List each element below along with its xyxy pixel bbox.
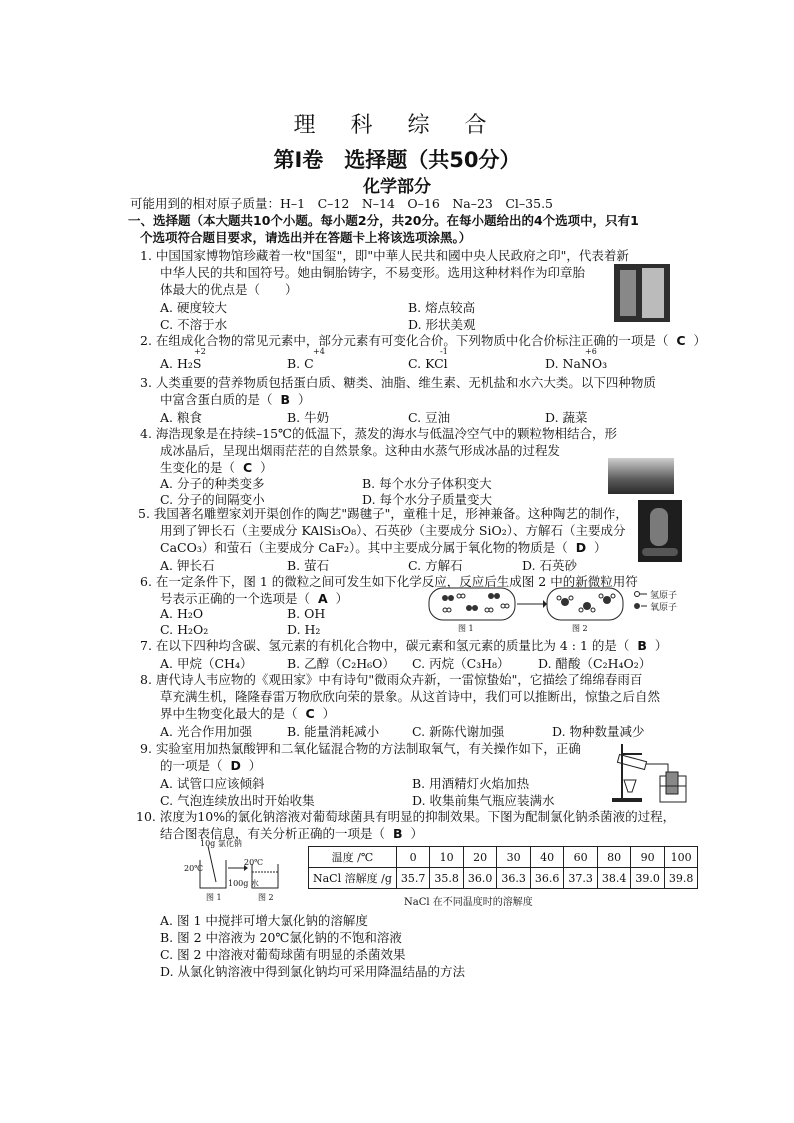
q9-line-2: 的一项是（ D ） (160, 758, 262, 773)
instructions-line-2: 个选项符合题目要求，请选出并在答题卡上将该选项涂黑。） (140, 230, 472, 245)
q4-line-2: 成冰晶后，呈现出烟雨茫茫的自然景象。这种由水蒸气形成冰晶的过程发 (160, 443, 561, 458)
q10-option-d: D. 从氯化钠溶液中得到氯化钠均可采用降温结晶的方法 (160, 964, 466, 979)
table-header-cell: 10 (430, 847, 464, 868)
table-cell: 39.8 (664, 868, 698, 889)
q3-option-a: A. 粮食 (160, 410, 202, 425)
q6-fig2-label: 图 2 (572, 624, 588, 633)
q5-line-1: 5. 我国著名雕塑家刘开渠创作的陶艺"踢毽子"，童稚十足，形神兼备。这种陶艺的制作， (138, 506, 628, 521)
q1-option-a: A. 硬度较大 (160, 300, 227, 315)
q8-option-c: C. 新陈代谢加强 (412, 724, 505, 739)
q2-option-b: B. C +4 (287, 347, 325, 371)
q10-fig-temp2: 20℃ (244, 858, 264, 867)
q3-line-1: 3. 人类重要的营养物质包括蛋白质、糖类、油脂、维生素、无机盐和水六大类。以下四种物质 (140, 375, 656, 390)
q8-option-b: B. 能量消耗减小 (287, 724, 380, 739)
atomic-masses: 可能用到的相对原子质量：H–1 C–12 N–14 O–16 Na–23 Cl–35.5 (130, 196, 554, 211)
page-title: 理 科 综 合 (293, 113, 501, 138)
part-title: 第Ⅰ卷 选择题（共50分） (273, 148, 521, 172)
q1-line-1: 1. 中国国家博物馆珍藏着一枚"国玺"，即"中華人民共和國中央人民政府之印"，代表着新 (140, 248, 629, 263)
q6-option-a: A. H₂O (160, 606, 204, 621)
q7-option-d: D. 醋酸（C₂H₄O₂） (538, 656, 652, 671)
q4-option-c: C. 分子的间隔变小 (160, 492, 265, 507)
section-title: 化学部分 (363, 177, 431, 197)
oxygen-apparatus-diagram (608, 740, 692, 806)
q3-line-2: 中富含蛋白质的是（ B ） (160, 392, 311, 407)
legend-hydrogen: 氢原子 (650, 591, 678, 601)
sea-fog-photo (608, 458, 674, 494)
q6-answer: A (317, 591, 328, 606)
q2-answer: C (676, 333, 686, 348)
q7-line-1: 7. 在以下四种均含碳、氢元素的有机化合物中，碳元素和氢元素的质量比为 4 : 1 的是（ B ） (140, 638, 668, 653)
q4-option-a: A. 分子的种类变多 (160, 476, 265, 491)
table-row (309, 847, 698, 868)
q10-option-c: C. 图 2 中溶液对葡萄球菌有明显的杀菌效果 (160, 947, 406, 962)
q10-fig-temp1: 20℃ (184, 864, 204, 873)
q9-line-1: 9. 实验室用加热氯酸钾和二氧化锰混合物的方法制取氧气，有关操作如下，正确 (140, 741, 581, 756)
q8-option-a: A. 光合作用加强 (160, 724, 252, 739)
table-header-cell: 40 (530, 847, 564, 868)
table-cell: 36.6 (530, 868, 564, 889)
table-cell: 35.8 (430, 868, 464, 889)
q7-option-a: A. 甲烷（CH₄） (160, 656, 253, 671)
q4-line-3: 生变化的是（ C ） (160, 460, 273, 475)
q4-answer: C (242, 460, 253, 475)
q2-option-a: A. H₂S +2 (160, 347, 206, 371)
q8-answer: C (305, 706, 315, 721)
q3-option-d: D. 蔬菜 (545, 410, 588, 425)
q7-answer: B (637, 638, 647, 653)
q3-option-c: C. 豆油 (408, 410, 451, 425)
q1-line-3: 体最大的优点是（ ） (160, 282, 298, 297)
sculpture-photo (638, 500, 682, 562)
q2-option-c: C. KCl -1 (408, 347, 448, 371)
q2-option-d: D. NaNO₃ +6 (545, 347, 608, 371)
q9-option-d: D. 收集前集气瓶应装满水 (412, 793, 555, 808)
table-cell: 37.3 (564, 868, 598, 889)
q5-option-b: B. 萤石 (287, 558, 330, 573)
q8-line-1: 8. 唐代诗人韦应物的《观田家》中有诗句"微雨众卉新，一雷惊蛰始"，它描绘了绵绵春雨百 (140, 672, 643, 687)
table-cell: NaCl 溶解度 /g (309, 868, 397, 889)
q10-fig1-label: 图 1 (206, 893, 222, 902)
q9-option-b: B. 用酒精灯火焰加热 (412, 776, 530, 791)
legend-oxygen: 氧原子 (650, 603, 678, 613)
q7-option-b: B. 乙醇（C₂H₆O） (287, 656, 395, 671)
q6-fig1-label: 图 1 (458, 624, 474, 633)
q5-option-a: A. 钾长石 (160, 558, 215, 573)
q8-line-3: 界中生物变化最大的是（ C ） (160, 706, 336, 721)
table-caption: NaCl 在不同温度时的溶解度 (404, 897, 533, 908)
table-header-cell: 30 (497, 847, 531, 868)
table-header-cell: 20 (463, 847, 497, 868)
seal-photo (614, 264, 670, 322)
q6-line-2: 号表示正确的一个选项是（ A ） (160, 591, 349, 606)
q6-option-b: B. OH (287, 606, 326, 621)
q10-answer: B (392, 826, 403, 841)
instructions-line-1: 一、选择题（本大题共10个小题。每小题2分，共20分。在每小题给出的4个选项中，只有1 (128, 213, 639, 228)
table-cell: 36.3 (497, 868, 531, 889)
q3-option-b: B. 牛奶 (287, 410, 330, 425)
q3-answer: B (280, 392, 290, 407)
table-header-cell: 温度 /℃ (309, 847, 397, 868)
table-row (309, 868, 698, 889)
q10-fig2-label: 图 2 (258, 893, 274, 902)
q1-line-2: 中华人民的共和国符号。她由铜胎铸字，不易变形。选用这种材料作为印章胎 (160, 265, 586, 280)
q6-option-c: C. H₂O₂ (160, 622, 209, 637)
q10-option-b: B. 图 2 中溶液为 20℃氯化钠的不饱和溶液 (160, 930, 402, 945)
q10-line-2: 结合图表信息，有关分析正确的一项是（ B ） (160, 826, 423, 841)
table-header-cell: 60 (564, 847, 598, 868)
q1-option-d: D. 形状美观 (408, 317, 476, 332)
q4-option-d: D. 每个水分子质量变大 (362, 492, 493, 507)
q5-answer: D (575, 540, 587, 555)
q10-option-a: A. 图 1 中搅拌可增大氯化钠的溶解度 (160, 913, 368, 928)
table-header-cell: 0 (396, 847, 430, 868)
table-cell: 35.7 (396, 868, 430, 889)
table-cell: 38.4 (597, 868, 631, 889)
q10-fig-water: 100g 水 (228, 879, 259, 888)
q7-option-c: C. 丙烷（C₃H₈） (412, 656, 510, 671)
q5-line-2: 用到了钾长石（主要成分 KAlSi₃O₈）、石英砂（主要成分 SiO₂）、方解石（主要成分 (160, 523, 626, 538)
q9-answer: D (230, 758, 241, 773)
q8-line-2: 草充满生机，隆隆春雷万物欣欣向荣的景象。从这首诗中，我们可以推断出，惊蛰之后自然 (160, 689, 661, 704)
table-cell: 36.0 (463, 868, 497, 889)
table-header-cell: 100 (664, 847, 698, 868)
table-header-cell: 90 (631, 847, 665, 868)
q4-option-b: B. 每个水分子体积变大 (362, 476, 492, 491)
q9-option-c: C. 气泡连续放出时开始收集 (160, 793, 315, 808)
table-cell: 39.0 (631, 868, 665, 889)
q6-option-d: D. H₂ (287, 622, 321, 637)
q5-line-3: CaCO₃）和萤石（主要成分 CaF₂）。其中主要成分属于氧化物的物质是（ D ） (160, 540, 607, 555)
q9-option-a: A. 试管口应该倾斜 (160, 776, 265, 791)
q4-line-1: 4. 海浩现象是在持续–15℃的低温下，蒸发的海水与低温冷空气中的颗粒物相结合，形 (140, 426, 618, 441)
q5-option-c: C. 方解石 (408, 558, 463, 573)
q10-line-1: 10. 浓度为10%的氯化钠溶液对葡萄球菌具有明显的抑制效果。下图为配制氯化钠杀菌液的过程， (136, 809, 676, 824)
q1-option-c: C. 不溶于水 (160, 317, 228, 332)
q10-fig-salt: 10g 氯化钠 (200, 839, 242, 848)
q2-line-1: 2. 在组成化合物的常见元素中，部分元素有可变化合价。下列物质中化合价标注正确的一项是（ C ） (140, 333, 706, 348)
solubility-table (308, 846, 698, 889)
q6-line-1: 6. 在一定条件下，图 1 的微粒之间可发生如下化学反应，反应后生成图 2 中的新微粒用符 (140, 574, 638, 589)
q5-option-d: D. 石英砂 (522, 558, 578, 573)
q8-option-d: D. 物种数量减少 (552, 724, 645, 739)
table-header-cell: 80 (597, 847, 631, 868)
q1-option-b: B. 熔点较高 (408, 300, 476, 315)
